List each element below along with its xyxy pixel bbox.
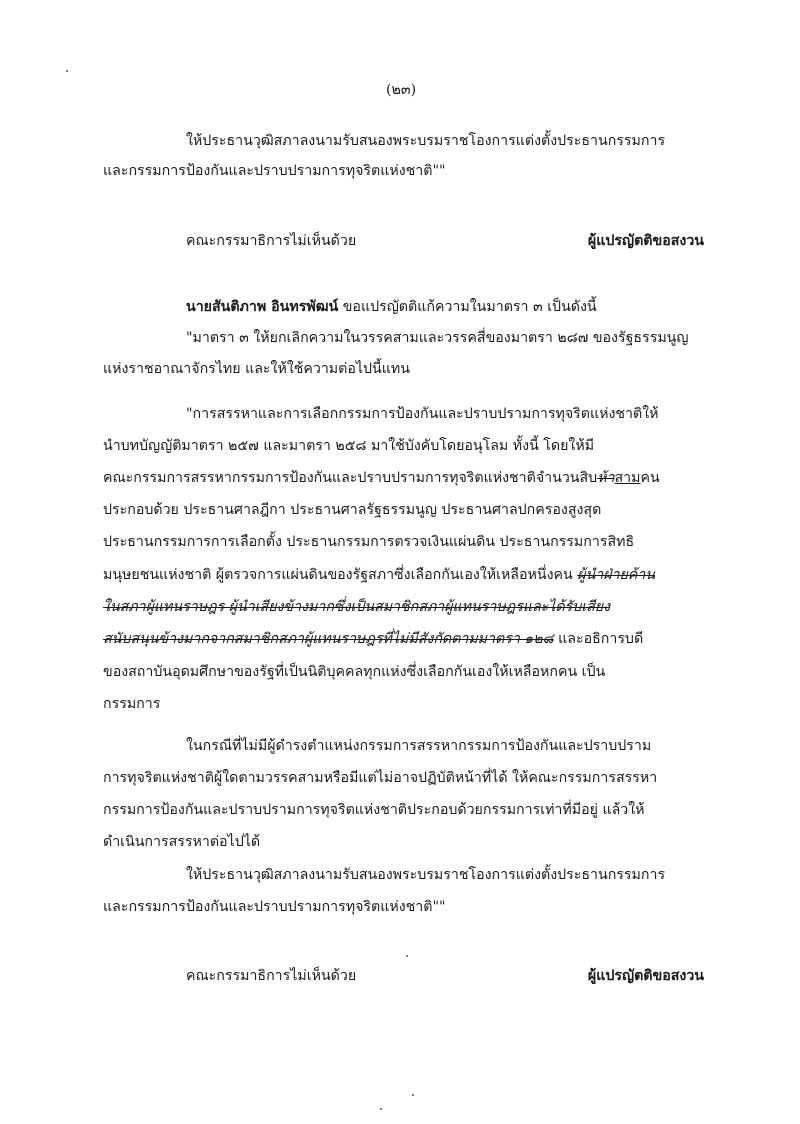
- scan-speck: [406, 955, 408, 957]
- page-number: (๒๓): [386, 82, 417, 98]
- paragraph1-line-8-end: และอธิการบดี: [553, 631, 644, 647]
- paragraph1-line-6-text: มนุษยชนแห่งชาติ ผู้ตรวจการแผ่นดินของรัฐสภาซึ่งเลือกกันเองให้เหลือหนึ่งคน: [103, 567, 578, 583]
- paragraph3-line-1: ให้ประธานวุฒิสภาลงนามรับสนองพระบรมราชโองการแต่งตั้งประธานกรรมการ: [186, 867, 666, 883]
- paragraph1-line-8: [103, 629, 643, 649]
- section-line-1: "มาตรา ๓ ให้ยกเลิกความในวรรคสามและวรรคสี่ของมาตรา ๒๘๗ ของรัฐธรรมนูญ: [186, 330, 689, 346]
- paragraph1-line-5: ประธานกรรมการการเลือกตั้ง ประธานกรรมการตรวจเงินแผ่นดิน ประธานกรรมการสิทธิ: [103, 534, 635, 550]
- closing-line-1: ให้ประธานวุฒิสภาลงนามรับสนองพระบรมราชโองการแต่งตั้งประธานกรรมการ: [186, 133, 666, 149]
- paragraph1-line-2: นำบทบัญญัติมาตรา ๒๕๗ และมาตรา ๒๕๘ มาใช้บังคับโดยอนุโลม ทั้งนี้ โดยให้มี: [103, 438, 595, 454]
- section-line-2: แห่งราชอาณาจักรไทย และให้ใช้ความต่อไปนี้แทน: [103, 361, 410, 377]
- proposer-name: นายสันติภาพ อินทรพัฒน์: [186, 299, 339, 315]
- struck-text: ห้า: [597, 470, 615, 486]
- struck-text: สนับสนุนข้างมากจากสมาชิกสภาผู้แทนราษฎรที่ไม่มีสังกัดตามมาตรา ๑๒๘: [103, 631, 554, 647]
- paragraph2-line-3: กรรมการป้องกันและปราบปรามการทุจริตแห่งชาติประกอบด้วยกรรมการเท่าที่มีอยู่ แล้วให้: [103, 802, 645, 818]
- paragraph3-line-2: และกรรมการป้องกันและปราบปรามการทุจริตแห่งชาติ"": [103, 899, 446, 915]
- paragraph1-line-9: ของสถาบันอุดมศึกษาของรัฐที่เป็นนิติบุคคลทุกแห่งซึ่งเลือกกันเองให้เหลือหกคน เป็น: [103, 664, 606, 680]
- paragraph2-line-1: ในกรณีที่ไม่มีผู้ดำรงตำแหน่งกรรมการสรรหากรรมการป้องกันและปราบปราม: [186, 738, 652, 754]
- paragraph2-line-4: ดำเนินการสรรหาต่อไปได้: [103, 834, 261, 850]
- committee-opinion-1: คณะกรรมาธิการไม่เห็นด้วย: [186, 233, 357, 249]
- paragraph1-line-6: [103, 565, 655, 585]
- committee-opinion-2: คณะกรรมาธิการไม่เห็นด้วย: [186, 968, 357, 984]
- paragraph1-line-3-end: คน: [640, 470, 660, 486]
- paragraph1-line-7-struck: ในสภาผู้แทนราษฎร ผู้นำเสียงข้างมากซึ่งเป็นสมาชิกสภาผู้แทนราษฎรและได้รับเสียง: [103, 599, 610, 615]
- paragraph1-line-3-text: คณะกรรมการสรรหากรรมการป้องกันและปราบปรามการทุจริตแห่งชาติจำนวนสิบ: [103, 470, 598, 486]
- scan-speck: [380, 1108, 382, 1110]
- reservation-note-1: ผู้แปรญัตติขอสงวน: [587, 233, 704, 249]
- paragraph1-line-1: "การสรรหาและการเลือกกรรมการป้องกันและปราบปรามการทุจริตแห่งชาติให้: [186, 406, 659, 422]
- closing-line-2: และกรรมการป้องกันและปราบปรามการทุจริตแห่งชาติ"": [103, 163, 446, 179]
- amendment-intro: ขอแปรญัตติแก้ความในมาตรา ๓ เป็นดังนี้: [342, 299, 597, 315]
- scan-speck: [66, 70, 68, 72]
- reservation-note-2: ผู้แปรญัตติขอสงวน: [587, 968, 704, 984]
- paragraph1-line-4: ประกอบด้วย ประธานศาลฎีกา ประธานศาลรัฐธรรมนูญ ประธานศาลปกครองสูงสุด: [103, 502, 602, 518]
- struck-text: ผู้นำฝ่ายค้าน: [577, 567, 655, 583]
- paragraph2-line-2: การทุจริตแห่งชาติผู้ใดตามวรรคสามหรือมีแต่ไม่อาจปฏิบัติหน้าที่ได้ ให้คณะกรรมการสรรหา: [103, 770, 658, 786]
- paragraph1-line-10: กรรมการ: [103, 696, 161, 712]
- amendment-heading: [186, 297, 597, 317]
- underlined-text: สาม: [614, 470, 641, 486]
- scan-speck: [412, 1094, 414, 1096]
- paragraph1-line-3: [103, 468, 660, 488]
